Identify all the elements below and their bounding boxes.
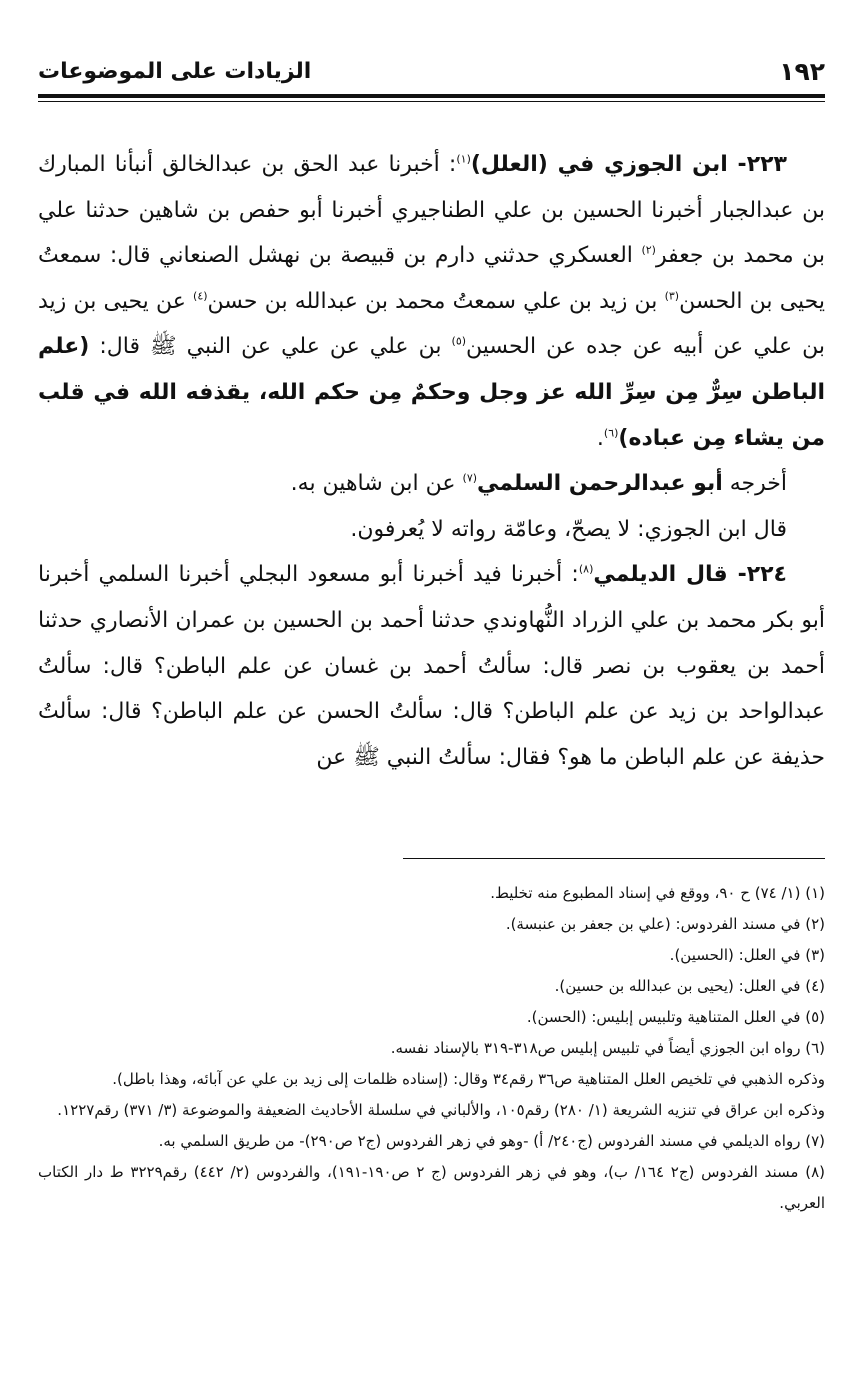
hadith-223-paragraph [38,142,825,461]
footnote-5: (٥) في العلل المتناهية وتلبيس إبليس: (الحسن). [526,1008,825,1026]
header-rule [38,94,825,98]
entry-heading-224: ٢٢٤- قال الديلمي [593,562,787,588]
narrator-name: أبو عبدالرحمن السلمي [477,471,723,497]
isnad-text: بن علي عن علي عن النبي ﷺ قال: [89,334,452,360]
footnotes-section [38,878,825,1219]
sentence-end: . [596,425,604,451]
isnad-text: عن يحيى بن زيد بن علي عن أبيه عن جده عن الحسين [38,288,825,360]
page-header [38,50,825,92]
footnote-6-continuation: وذكره ابن عراق في تنزيه الشريعة (١/ ٢٨٠) رقم١٠٥، والألباني في سلسلة الأحاديث الضعيفة والموضوعة (٣/ ٣٧١) رقم١٢٢٧. [57,1101,825,1119]
footnote-6: (٦) رواه ابن الجوزي أيضاً في تلبيس إبليس ص٣١٨-٣١٩ بالإسناد نفسه. [390,1039,825,1057]
page-number: ١٩٢ [779,56,825,86]
footnote-8: (٨) مسند الفردوس (ج٢ ١٦٤/ ب)، وهو في زهر الفردوس (ج ٢ ص١٩٠-١٩١)، والفردوس (٢/ ٤٤٢) رقم٣٢٢٩ ط دار الكتاب العربي. [38,1163,825,1212]
takhrij-paragraph [38,461,825,507]
footnote-ref-6[interactable]: (٦) [603,426,619,440]
footnote-ref-2[interactable]: (٢) [641,243,656,257]
footnote-separator [403,858,825,859]
isnad-text: العسكري حدثني دارم بن قبيصة بن نهشل الصنعاني قال: سمعتُ يحيى بن الحسن [38,243,825,314]
isnad-text: : أخبرنا عبد الحق بن عبدالخالق أنبأنا المبارك بن عبدالجبار أخبرنا الحسين بن علي الطناجيري أخبرنا أبو حفص بن شاهين حدثنا علي بن محمد بن جعفر [38,152,825,269]
hadith-matn: (علم الباطن سِرٌّ مِن سِرِّ الله عز وجل وحكمٌ مِن حكم الله، يقذفه الله في قلب من يشاء مِن عباده) [38,334,825,451]
takhrij-text: عن ابن شاهين به. [290,471,463,497]
judgment-paragraph: قال ابن الجوزي: لا يصحّ، وعامّة رواته لا يُعرفون. [350,516,787,542]
footnote-ref-7[interactable]: (٧) [462,471,478,485]
footnote-1: (١) (١/ ٧٤) ح ٩٠، ووقع في إسناد المطبوع منه تخليط. [490,884,825,902]
running-title: الزيادات على الموضوعات [38,58,312,84]
header-rule-thin [38,101,825,102]
footnote-ref-5[interactable]: (٥) [451,335,467,349]
footnote-2: (٢) في مسند الفردوس: (علي بن جعفر بن عنبسة). [505,915,825,933]
footnote-4: (٤) في العلل: (يحيى بن عبدالله بن حسين). [554,977,825,995]
footnote-ref-8[interactable]: (٨) [578,563,594,577]
isnad-text: : أخبرنا فيد أخبرنا أبو مسعود البجلي أخبرنا السلمي أخبرنا أبو بكر محمد بن علي الزراد النُّهاوندي حدثنا أحمد بن الحسين بن عمران الأنصاري حدثنا أحمد بن يعقوب بن نصر قال: سألتُ أحمد بن غسان عن علم الباطن؟ قال: سألتُ عبدالواحد بن زيد عن علم الباطن؟ قال: سألتُ الحسن عن علم الباطن؟ قال: سألتُ حذيفة عن علم الباطن ما هو؟ فقال: سألتُ النبي ﷺ عن [38,562,825,770]
takhrij-text: أخرجه [722,471,787,497]
footnote-ref-3[interactable]: (٣) [664,289,680,303]
footnote-7: (٧) رواه الديلمي في مسند الفردوس (ج٢٤٠/ أ) -وهو في زهر الفردوس (ج٢ ص٢٩٠)- من طريق السلمي به. [158,1132,825,1150]
hadith-224-paragraph [38,552,825,780]
entry-heading-223: ٢٢٣- ابن الجوزي في (العلل) [470,152,787,177]
isnad-text: بن زيد بن علي سمعتُ محمد بن عبدالله بن حسن [207,288,665,314]
main-text [38,142,825,780]
footnote-ref-4[interactable]: (٤) [193,289,208,303]
footnote-3: (٣) في العلل: (الحسين). [669,946,825,964]
footnote-6-continuation: وذكره الذهبي في تلخيص العلل المتناهية ص٣٦ رقم٣٤ وقال: (إسناده ظلمات إلى زيد بن علي عن آبائه، وهذا باطل). [112,1070,825,1088]
footnote-ref-1[interactable]: (١) [456,152,471,166]
